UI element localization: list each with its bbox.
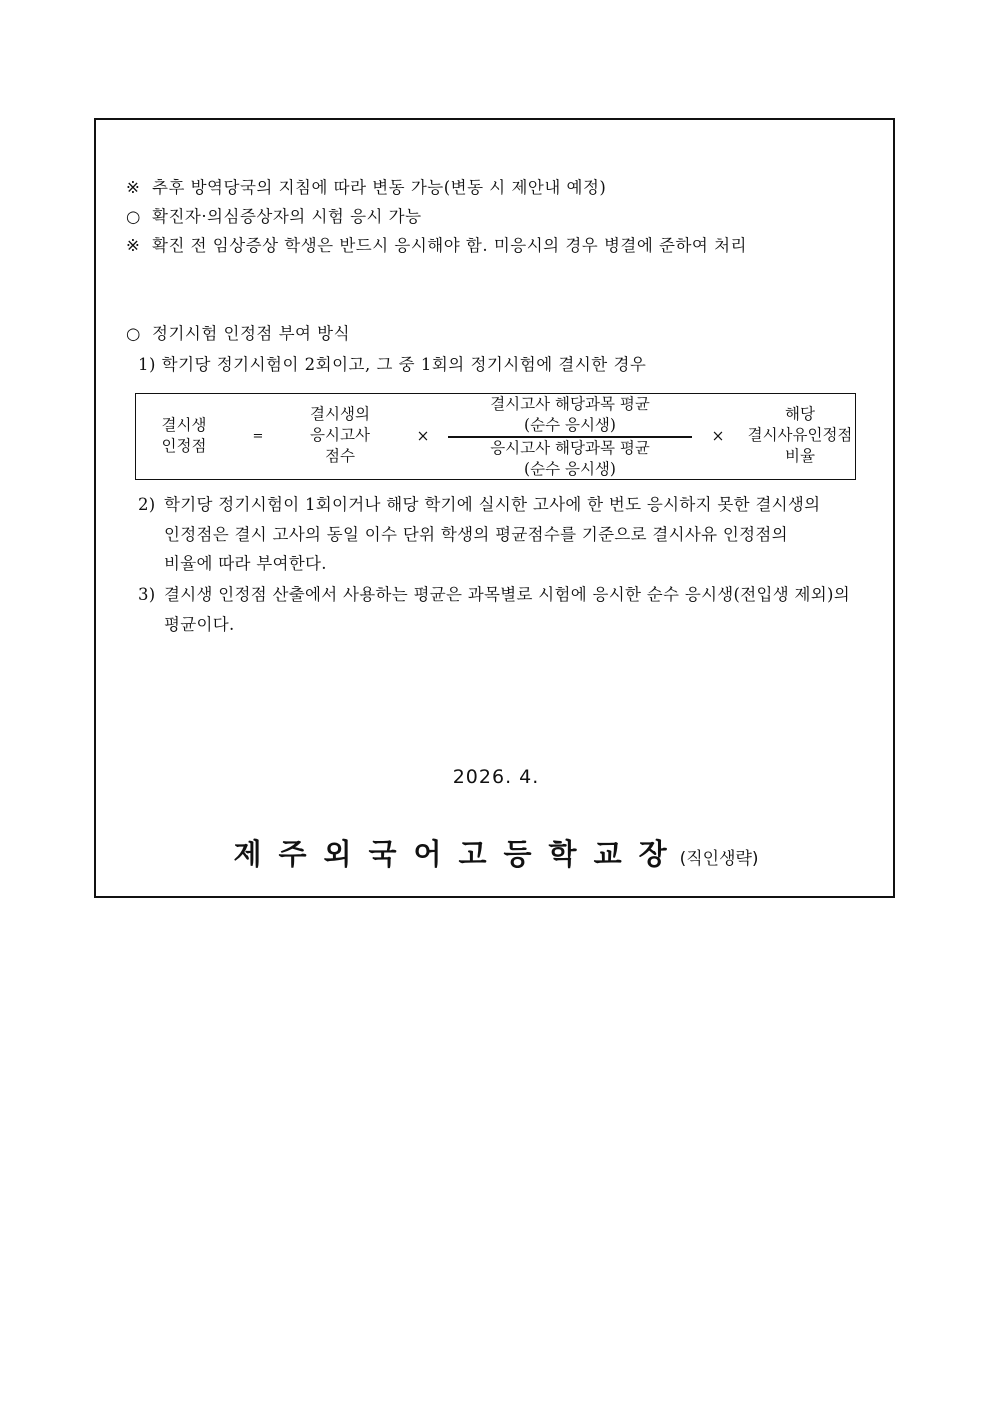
equals-sign: = xyxy=(252,429,264,444)
circle-bullet-icon: ○ xyxy=(126,324,141,343)
multiply-sign: × xyxy=(416,427,430,445)
denominator-line: 응시고사 해당과목 평균 xyxy=(490,439,650,457)
reference-mark-icon: ※ xyxy=(126,178,141,197)
formula-term-line: 결시생의 xyxy=(310,405,370,423)
item-text-line: 결시생 인정점 산출에서 사용하는 평균은 과목별로 시험에 응시한 순수 응시생(전입생 제외)의 xyxy=(164,585,851,604)
notice-text: 확진자·의심증상자의 시험 응시 가능 xyxy=(152,207,422,226)
denominator-line: (순수 응시생) xyxy=(524,460,616,478)
signature-block xyxy=(0,832,992,873)
numerator-line: 결시고사 해당과목 평균 xyxy=(490,395,650,413)
school-principal-title: 제주외국어고등학교장 xyxy=(233,837,684,871)
notice-text: 추후 방역당국의 지침에 따라 변동 가능(변동 시 제안내 예정) xyxy=(152,178,607,197)
rule-item-3 xyxy=(138,580,888,639)
reference-mark-icon: ※ xyxy=(126,236,141,255)
formula-ratio-term xyxy=(740,404,860,467)
formula-term-line: 점수 xyxy=(325,447,355,465)
fraction-denominator xyxy=(448,438,692,480)
numerator-line: (순수 응시생) xyxy=(524,416,616,434)
circle-bullet-icon: ○ xyxy=(126,207,141,226)
fraction-numerator xyxy=(448,394,692,436)
notice-text: 확진 전 임상증상 학생은 반드시 응시해야 함. 미응시의 경우 병결에 준하여 처리 xyxy=(152,236,747,255)
item-number: 3) xyxy=(138,585,156,604)
item-number: 2) xyxy=(138,495,156,514)
item-text-line: 학기당 정기시험이 1회이거나 해당 학기에 실시한 고사에 한 번도 응시하지 못한 결시생의 xyxy=(164,495,821,514)
formula-fraction xyxy=(448,394,692,480)
rule-item-1: 1) 학기당 정기시험이 2회이고, 그 중 1회의 정기시험에 결시한 경우 xyxy=(138,355,647,374)
formula-result-line: 인정점 xyxy=(161,437,207,455)
section-title: 정기시험 인정점 부여 방식 xyxy=(152,324,351,343)
formula-term-line: 비율 xyxy=(785,447,815,465)
notice-line-change xyxy=(126,177,606,199)
formula-score-term xyxy=(294,404,386,467)
formula-term-line: 결시사유인정점 xyxy=(747,426,853,444)
section-heading xyxy=(126,323,350,345)
document-date: 2026. 4. xyxy=(452,766,540,788)
notice-line-symptom xyxy=(126,235,747,257)
item-text-line: 평균이다. xyxy=(164,614,235,634)
item-text-line: 인정점은 결시 고사의 동일 이수 단위 학생의 평균점수를 기준으로 결시사유 인정점의 xyxy=(164,524,788,544)
rule-item-2 xyxy=(138,490,888,579)
formula-term-line: 응시고사 xyxy=(310,426,370,444)
formula-result xyxy=(144,415,224,457)
seal-omitted-note: (직인생략) xyxy=(679,849,759,869)
score-formula-box xyxy=(135,393,856,480)
multiply-sign: × xyxy=(711,427,725,445)
formula-result-line: 결시생 xyxy=(161,416,207,434)
item-text-line: 비율에 따라 부여한다. xyxy=(164,554,327,573)
formula-term-line: 해당 xyxy=(785,405,815,423)
notice-line-confirmed xyxy=(126,206,422,228)
